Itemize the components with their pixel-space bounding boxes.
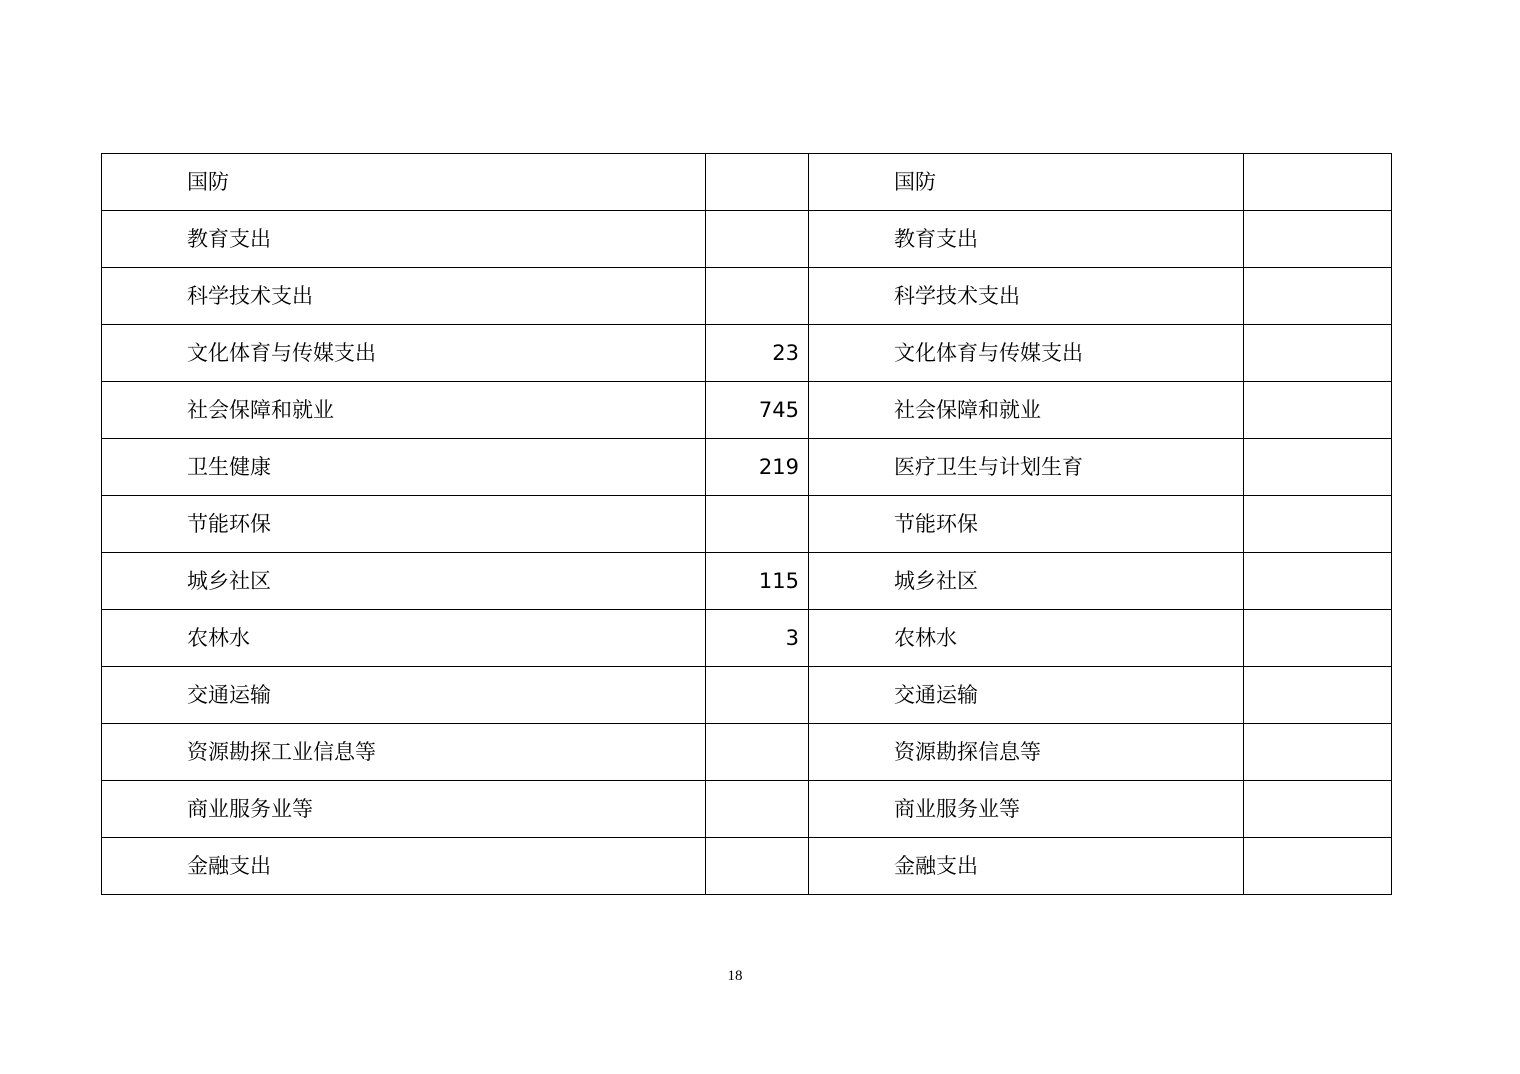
right-item-label: 商业服务业等 bbox=[809, 781, 1244, 838]
right-item-value bbox=[1244, 553, 1392, 610]
left-item-value: 115 bbox=[706, 553, 809, 610]
left-item-value: 219 bbox=[706, 439, 809, 496]
right-item-label: 教育支出 bbox=[809, 211, 1244, 268]
left-item-value: 745 bbox=[706, 382, 809, 439]
right-item-value bbox=[1244, 667, 1392, 724]
table-row bbox=[102, 268, 1392, 325]
left-item-label: 交通运输 bbox=[102, 667, 706, 724]
right-item-value bbox=[1244, 325, 1392, 382]
left-item-label: 节能环保 bbox=[102, 496, 706, 553]
table-row bbox=[102, 382, 1392, 439]
left-item-label: 资源勘探工业信息等 bbox=[102, 724, 706, 781]
left-item-value bbox=[706, 154, 809, 211]
left-item-label: 文化体育与传媒支出 bbox=[102, 325, 706, 382]
table-row bbox=[102, 610, 1392, 667]
left-item-value bbox=[706, 268, 809, 325]
left-item-value bbox=[706, 496, 809, 553]
left-item-label: 教育支出 bbox=[102, 211, 706, 268]
right-item-value bbox=[1244, 496, 1392, 553]
table-row bbox=[102, 724, 1392, 781]
right-item-value bbox=[1244, 439, 1392, 496]
left-item-label: 商业服务业等 bbox=[102, 781, 706, 838]
left-item-value: 3 bbox=[706, 610, 809, 667]
right-item-label: 科学技术支出 bbox=[809, 268, 1244, 325]
budget-table-body bbox=[102, 154, 1392, 895]
right-item-value bbox=[1244, 610, 1392, 667]
left-item-value bbox=[706, 838, 809, 895]
right-item-label: 节能环保 bbox=[809, 496, 1244, 553]
right-item-label: 农林水 bbox=[809, 610, 1244, 667]
left-item-label: 科学技术支出 bbox=[102, 268, 706, 325]
right-item-label: 金融支出 bbox=[809, 838, 1244, 895]
table-row bbox=[102, 439, 1392, 496]
left-item-label: 国防 bbox=[102, 154, 706, 211]
right-item-value bbox=[1244, 211, 1392, 268]
right-item-label: 城乡社区 bbox=[809, 553, 1244, 610]
budget-table bbox=[101, 153, 1392, 895]
left-item-value: 23 bbox=[706, 325, 809, 382]
left-item-label: 社会保障和就业 bbox=[102, 382, 706, 439]
table-row bbox=[102, 553, 1392, 610]
right-item-value bbox=[1244, 781, 1392, 838]
right-item-value bbox=[1244, 382, 1392, 439]
left-item-label: 卫生健康 bbox=[102, 439, 706, 496]
right-item-label: 社会保障和就业 bbox=[809, 382, 1244, 439]
table-row bbox=[102, 838, 1392, 895]
left-item-label: 城乡社区 bbox=[102, 553, 706, 610]
table-row bbox=[102, 667, 1392, 724]
left-item-label: 金融支出 bbox=[102, 838, 706, 895]
left-item-value bbox=[706, 211, 809, 268]
left-item-value bbox=[706, 781, 809, 838]
table-row bbox=[102, 781, 1392, 838]
right-item-label: 文化体育与传媒支出 bbox=[809, 325, 1244, 382]
page-number: 18 bbox=[727, 968, 743, 984]
table-row bbox=[102, 211, 1392, 268]
table-row bbox=[102, 154, 1392, 211]
right-item-label: 资源勘探信息等 bbox=[809, 724, 1244, 781]
right-item-value bbox=[1244, 838, 1392, 895]
right-item-value bbox=[1244, 724, 1392, 781]
right-item-value bbox=[1244, 268, 1392, 325]
left-item-label: 农林水 bbox=[102, 610, 706, 667]
right-item-label: 医疗卫生与计划生育 bbox=[809, 439, 1244, 496]
right-item-value bbox=[1244, 154, 1392, 211]
right-item-label: 国防 bbox=[809, 154, 1244, 211]
left-item-value bbox=[706, 667, 809, 724]
left-item-value bbox=[706, 724, 809, 781]
table-row bbox=[102, 325, 1392, 382]
right-item-label: 交通运输 bbox=[809, 667, 1244, 724]
table-row bbox=[102, 496, 1392, 553]
